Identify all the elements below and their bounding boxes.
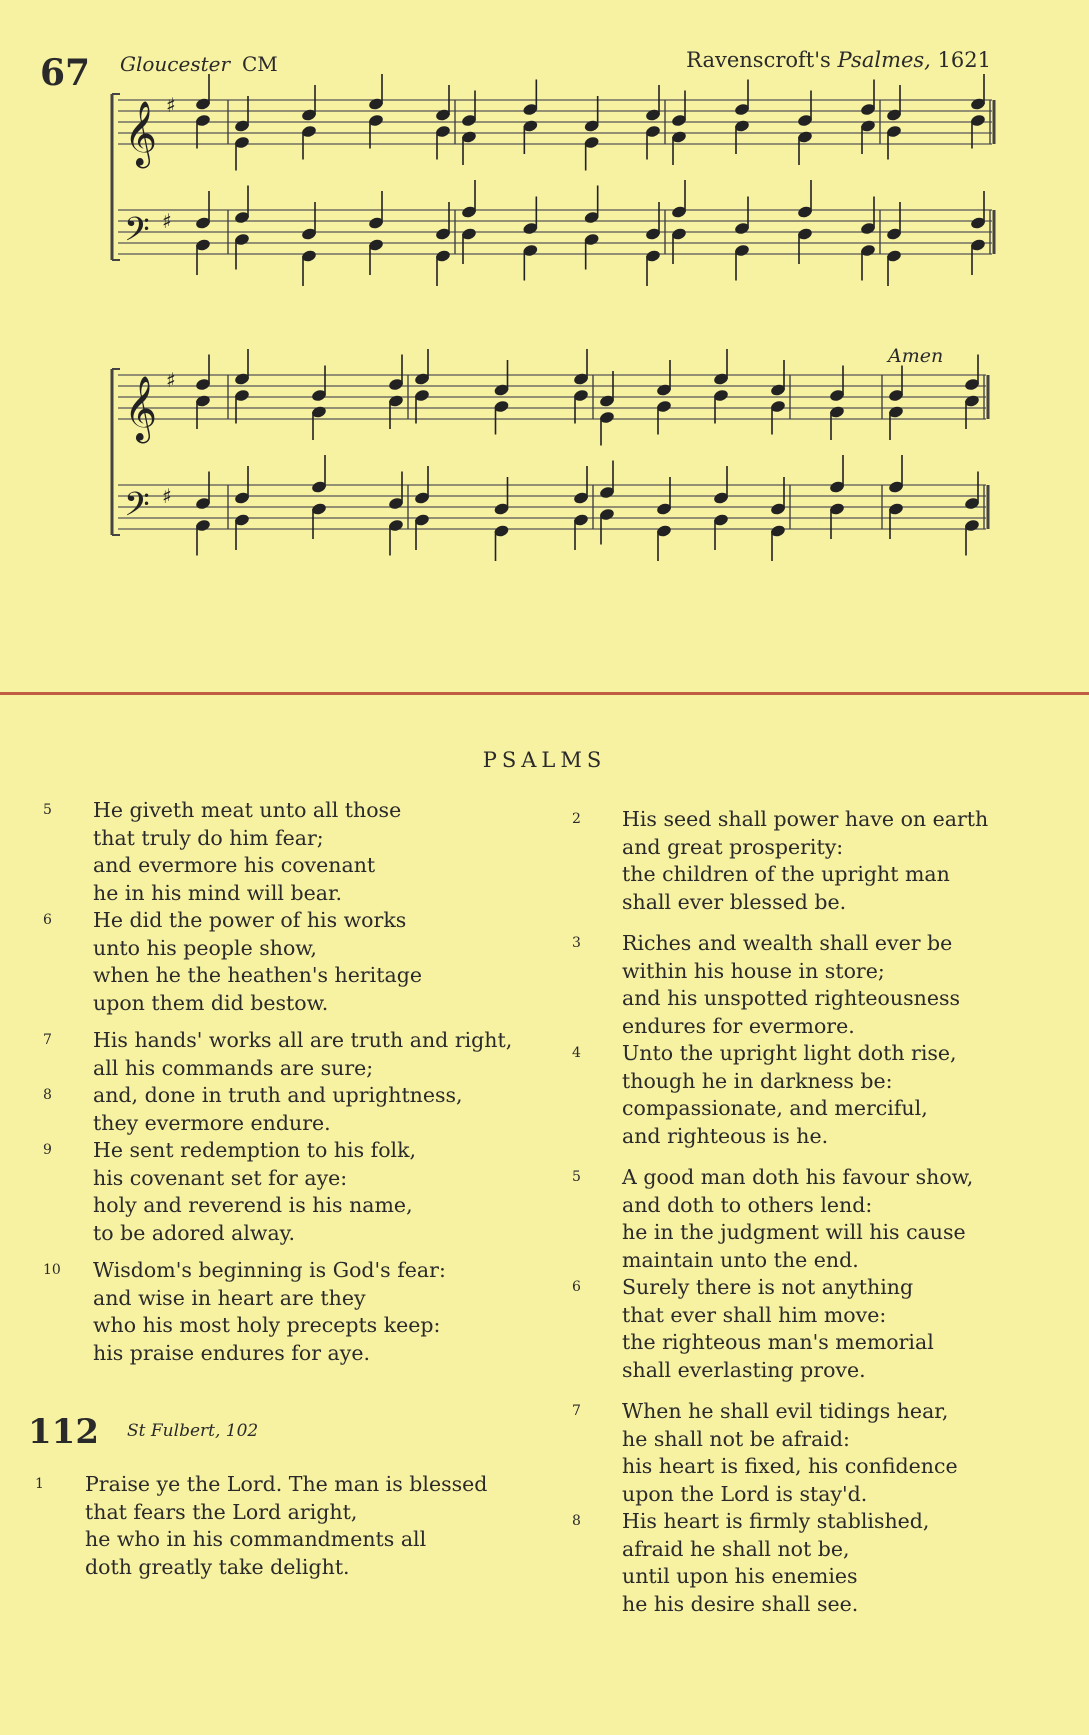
- verse-line: afraid he shall not be,: [622, 1536, 850, 1561]
- verse: [572, 1040, 1042, 1150]
- verse-number: 7: [43, 1032, 52, 1048]
- right-column: [572, 806, 1042, 1618]
- verse-line: Praise ye the Lord. The man is blessed: [85, 1472, 488, 1496]
- verse: [572, 1508, 1042, 1618]
- verse: [572, 1274, 1042, 1384]
- left-column: [43, 797, 533, 1367]
- verse-number: 6: [572, 1279, 581, 1295]
- verse-line: holy and reverend is his name,: [93, 1193, 413, 1217]
- verse-line: and great prosperity:: [622, 834, 844, 859]
- psalm-number: 112: [28, 1412, 99, 1452]
- verse-line: Wisdom's beginning is God's fear:: [93, 1258, 446, 1282]
- verse-line: his heart is fixed, his confidence: [622, 1454, 958, 1478]
- barlines: [112, 94, 994, 535]
- verse-number: 4: [572, 1045, 581, 1061]
- staff-lines: [118, 100, 992, 529]
- notes: [195, 74, 985, 561]
- music-score: [0, 0, 1089, 600]
- svg-text:♯: ♯: [162, 484, 172, 508]
- clefs: [124, 93, 176, 532]
- verse-line: he in the judgment will his cause: [622, 1220, 966, 1244]
- verse-number: 5: [43, 802, 52, 818]
- verse: [572, 1398, 1042, 1508]
- verse-line: He did the power of his works: [93, 908, 407, 932]
- verse-line: though he in darkness be:: [622, 1068, 893, 1093]
- svg-text:♯: ♯: [162, 209, 172, 233]
- verse-line: A good man doth his favour show,: [622, 1165, 974, 1189]
- verse-line: Riches and wealth shall ever be: [622, 931, 953, 955]
- verse-line: upon the Lord is stay'd.: [622, 1481, 868, 1506]
- verse: [43, 1257, 533, 1367]
- verse-line: he who in his commandments all: [85, 1527, 427, 1551]
- verse-line: when he the heathen's heritage: [93, 963, 422, 987]
- verse-number: 2: [572, 811, 581, 827]
- verse-line: and evermore his covenant: [93, 853, 376, 877]
- verse-number: 6: [43, 912, 52, 928]
- verse-line: doth greatly take delight.: [85, 1554, 350, 1579]
- verse: [43, 1027, 533, 1082]
- verse-line: he shall not be afraid:: [622, 1426, 850, 1451]
- verse-line: His hands' works all are truth and right,: [93, 1028, 513, 1052]
- verse: [35, 1471, 525, 1581]
- verse-line: He sent redemption to his folk,: [93, 1138, 417, 1162]
- verse-line: he in his mind will bear.: [93, 880, 343, 905]
- svg-text:♯: ♯: [166, 93, 176, 117]
- verse-line: shall everlasting prove.: [622, 1357, 866, 1382]
- verse-line: that truly do him fear;: [93, 825, 324, 850]
- verse-line: He giveth meat unto all those: [93, 798, 402, 822]
- verse-number: 5: [572, 1169, 581, 1185]
- section-title: PSALMS: [482, 748, 607, 772]
- svg-text:𝄞: 𝄞: [124, 101, 158, 166]
- verse-line: maintain unto the end.: [622, 1247, 859, 1272]
- verse-number: 7: [572, 1403, 581, 1419]
- svg-text:♯: ♯: [166, 368, 176, 392]
- section-divider: [0, 692, 1089, 695]
- psalm-112-verses: [35, 1471, 525, 1581]
- hymn-number: 67: [40, 52, 91, 94]
- verse-line: the children of the upright man: [622, 862, 950, 886]
- verse: [43, 907, 533, 1017]
- verse-line: endures for evermore.: [622, 1013, 855, 1038]
- verse-line: all his commands are sure;: [93, 1055, 374, 1080]
- verse: [43, 1137, 533, 1247]
- svg-text:𝄢: 𝄢: [124, 211, 150, 257]
- amen-label: Amen: [888, 345, 944, 367]
- svg-text:𝄞: 𝄞: [124, 376, 158, 441]
- verse-line: and doth to others lend:: [622, 1192, 873, 1217]
- verse-line: unto his people show,: [93, 935, 317, 960]
- verse: [572, 930, 1042, 1040]
- verse-line: that fears the Lord aright,: [85, 1499, 358, 1524]
- verse-line: and righteous is he.: [622, 1123, 829, 1148]
- svg-text:𝄢: 𝄢: [124, 486, 150, 532]
- verse-line: within his house in store;: [622, 958, 885, 983]
- verse-line: his praise endures for aye.: [93, 1340, 370, 1365]
- verse-line: his covenant set for aye:: [93, 1165, 348, 1190]
- verse-line: the righteous man's memorial: [622, 1330, 934, 1354]
- verse-line: to be adored alway.: [93, 1220, 296, 1245]
- verse-number: 1: [35, 1476, 44, 1492]
- verse-line: His seed shall power have on earth: [622, 807, 989, 831]
- verse: [572, 1164, 1042, 1274]
- tune-name: Gloucester: [120, 52, 231, 76]
- verse-line: shall ever blessed be.: [622, 889, 847, 914]
- tune-meter: CM: [242, 52, 278, 76]
- psalm-tune: St Fulbert, 102: [127, 1421, 259, 1441]
- verse-line: who his most holy precepts keep:: [93, 1313, 441, 1337]
- tune-source: Ravenscroft's Psalmes, 1621: [686, 48, 991, 72]
- verse-number: 3: [572, 935, 581, 951]
- verse-line: and his unspotted righteousness: [622, 986, 960, 1010]
- verse-number: 10: [43, 1262, 61, 1278]
- verse-line: Unto the upright light doth rise,: [622, 1041, 957, 1065]
- verse: [43, 797, 533, 907]
- verse-line: that ever shall him move:: [622, 1302, 887, 1327]
- verse-number: 9: [43, 1142, 52, 1158]
- verse-line: until upon his enemies: [622, 1564, 858, 1588]
- verse-line: they evermore endure.: [93, 1110, 331, 1135]
- verse-line: and wise in heart are they: [93, 1285, 366, 1310]
- verse-line: When he shall evil tidings hear,: [622, 1399, 949, 1423]
- verse-line: upon them did bestow.: [93, 990, 329, 1015]
- verse-line: he his desire shall see.: [622, 1591, 859, 1616]
- verse: [572, 806, 1042, 916]
- verse-line: His heart is firmly stablished,: [622, 1509, 930, 1533]
- verse-line: and, done in truth and uprightness,: [93, 1083, 463, 1107]
- verse: [43, 1082, 533, 1137]
- verse-number: 8: [572, 1513, 581, 1529]
- verse-line: Surely there is not anything: [622, 1275, 914, 1299]
- verse-line: compassionate, and merciful,: [622, 1096, 928, 1120]
- verse-number: 8: [43, 1087, 52, 1103]
